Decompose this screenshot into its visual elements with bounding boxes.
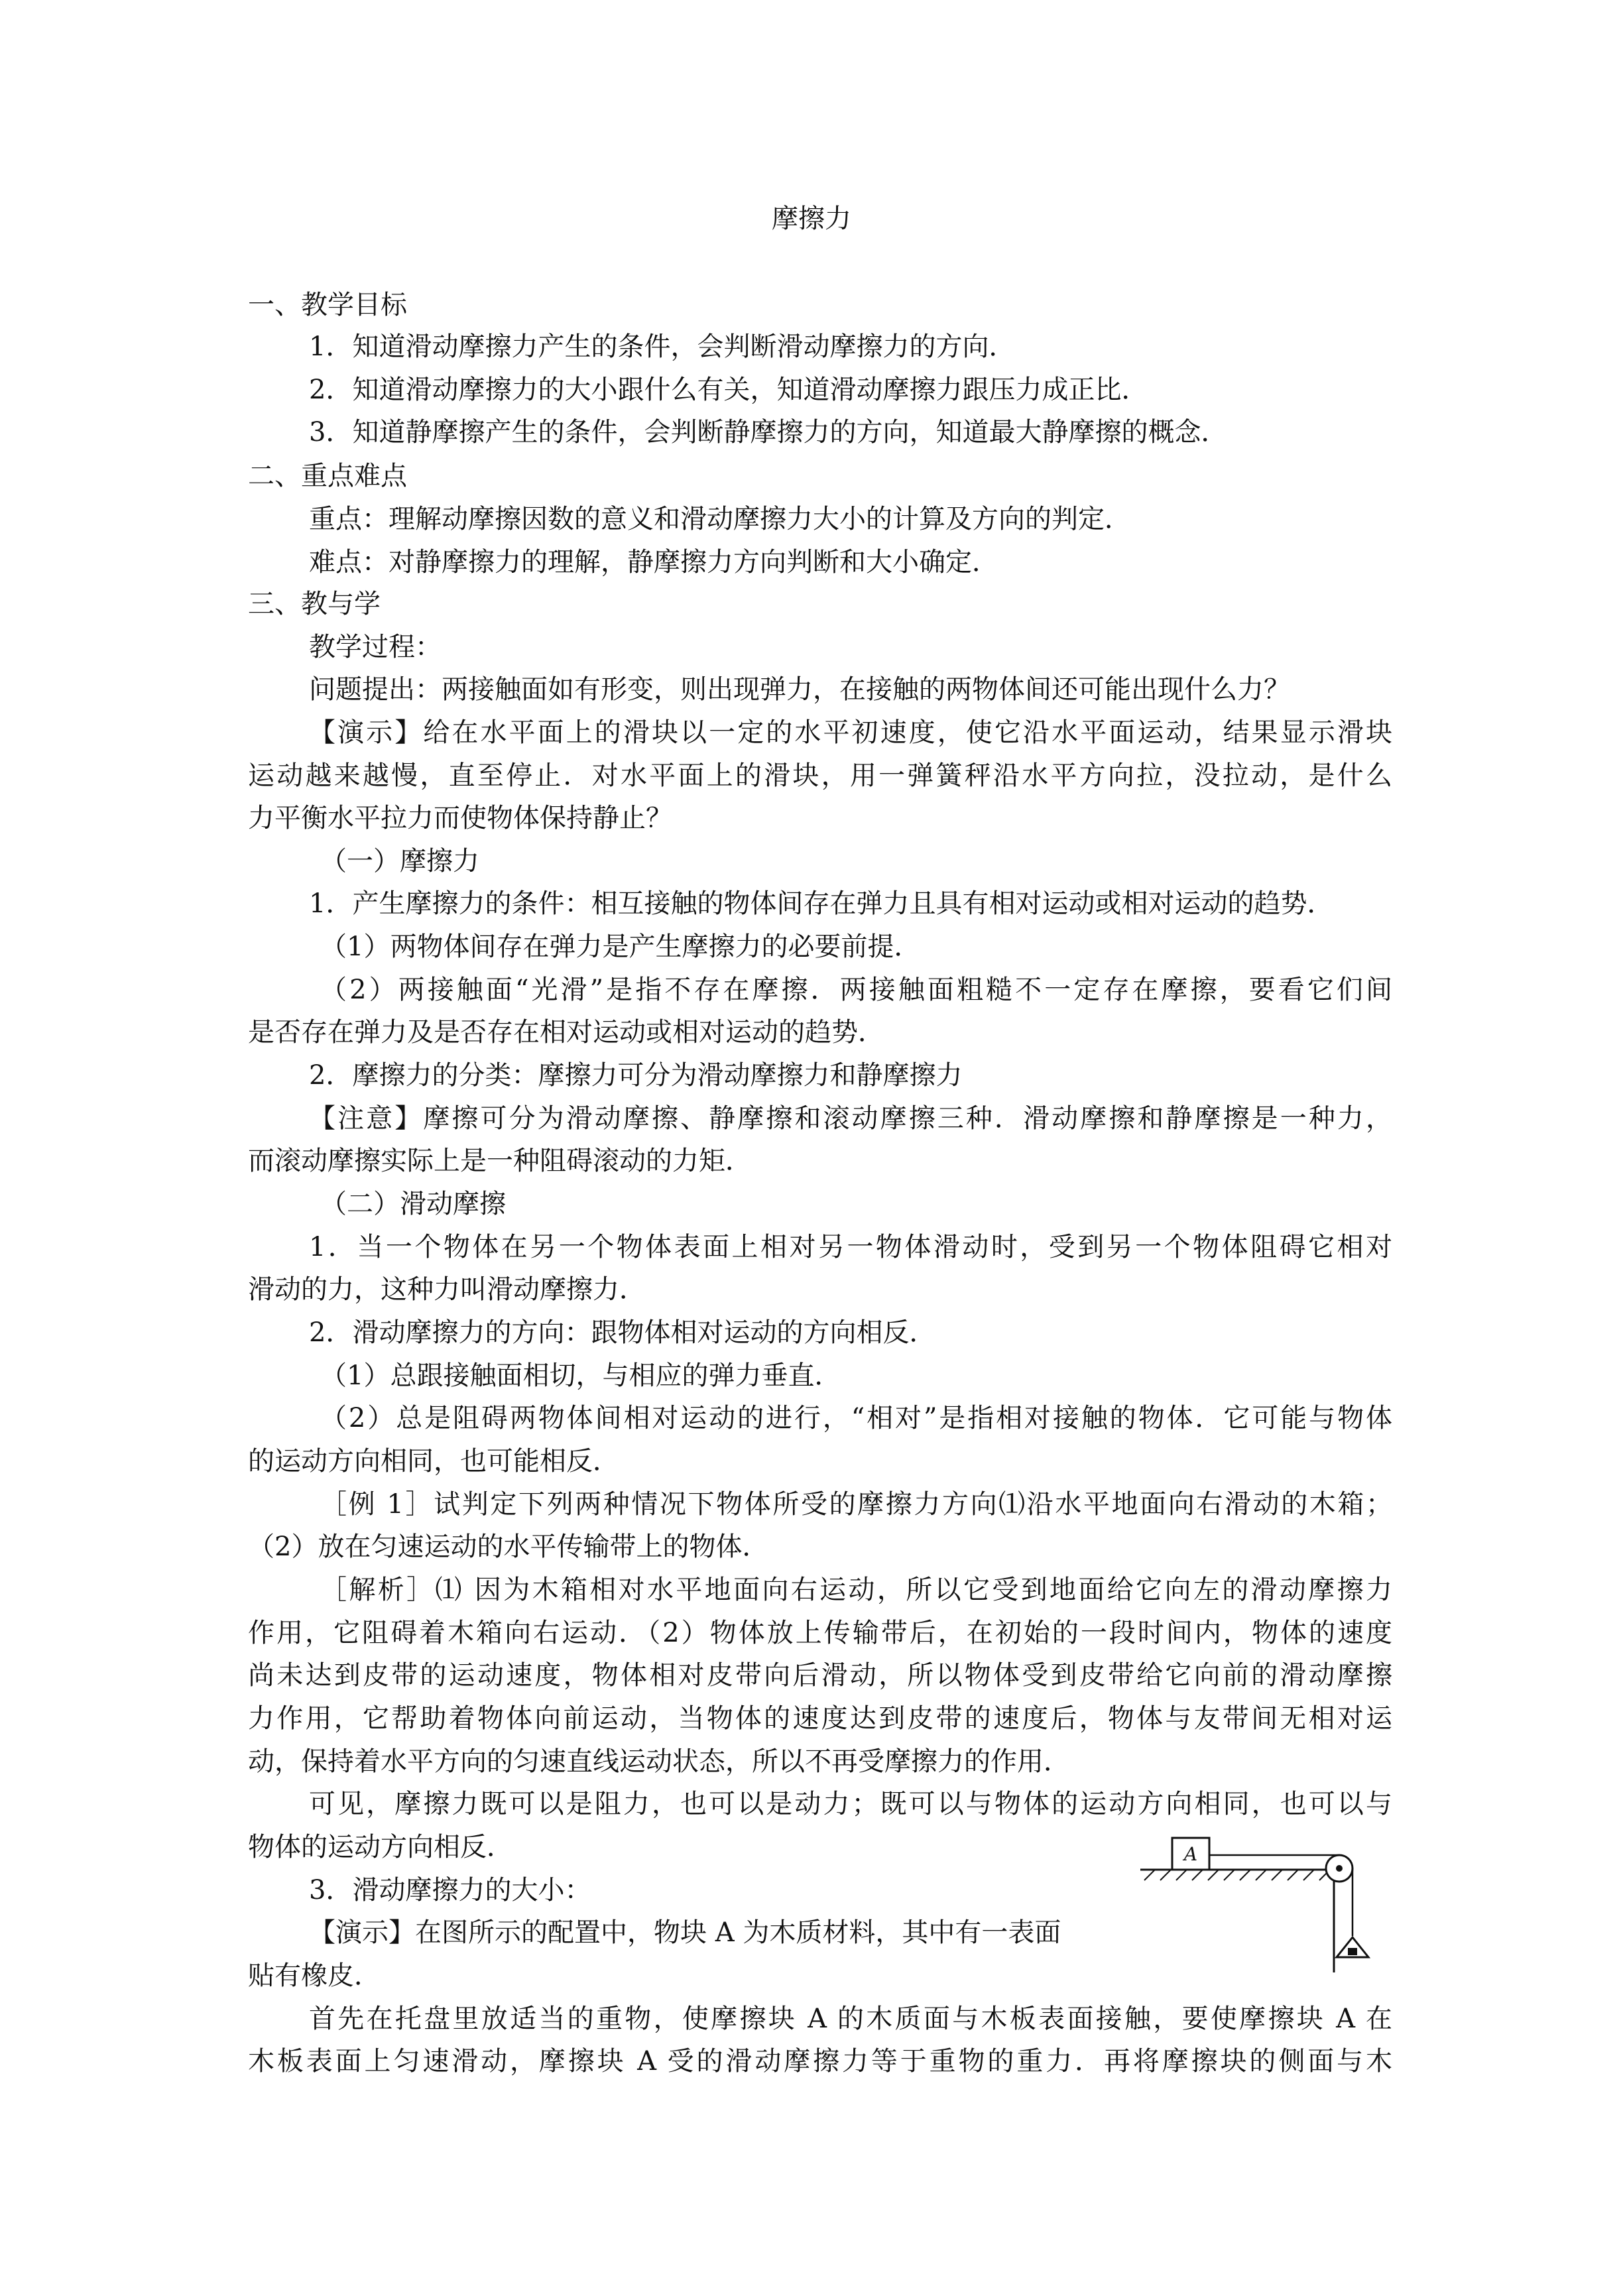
paragraph-line: 是否存在弹力及是否存在相对运动或相对运动的趋势．	[248, 1017, 884, 1048]
paragraph-line: 力平衡水平拉力而使物体保持静止？	[248, 803, 672, 833]
table-hatching	[1144, 1870, 1330, 1880]
paragraph-line: 作用，它阻碍着木箱向右运动．（2）物体放上传输带后，在初始的一段时间内，物体的速度	[248, 1618, 1392, 1648]
block-a-label: A	[1183, 1843, 1198, 1865]
paragraph-line: 动，保持着水平方向的匀速直线运动状态，所以不再受摩擦力的作用．	[248, 1746, 1070, 1777]
paragraph-line: 可见，摩擦力既可以是阻力，也可以是动力；既可以与物体的运动方向相同，也可以与	[309, 1789, 1392, 1819]
pulley-axle	[1336, 1865, 1343, 1872]
subsection-heading: （一）摩擦力	[320, 846, 479, 876]
paragraph-line: （1）总跟接触面相切，与相应的弹力垂直．	[320, 1360, 841, 1391]
paragraph-line: 尚未达到皮带的运动速度，物体相对皮带向后滑动，所以物体受到皮带给它向前的滑动摩擦	[248, 1660, 1392, 1691]
paragraph-line: 运动越来越慢，直至停止．对水平面上的滑块，用一弹簧秤沿水平方向拉，没拉动，是什么	[248, 760, 1392, 791]
paragraph-line: 2．摩擦力的分类：摩擦力可分为滑动摩擦力和静摩擦力	[309, 1060, 963, 1091]
friction-apparatus-figure	[1140, 1823, 1406, 1982]
paragraph-line: 2．知道滑动摩擦力的大小跟什么有关，知道滑动摩擦力跟压力成正比．	[309, 375, 1148, 405]
section-heading-objectives: 一、教学目标	[248, 290, 407, 320]
paragraph-line: （2）两接触面“光滑”是指不存在摩擦．两接触面粗糙不一定存在摩擦，要看它们间	[320, 975, 1392, 1005]
paragraph-line: （1）两物体间存在弹力是产生摩擦力的必要前提．	[320, 932, 921, 962]
paragraph-line: 1．知道滑动摩擦力产生的条件，会判断滑动摩擦力的方向．	[309, 332, 1016, 362]
paragraph-line: 贴有橡皮．	[248, 1961, 381, 1991]
paragraph-line: 【注意】摩擦可分为滑动摩擦、静摩擦和滚动摩擦三种．滑动摩擦和静摩擦是一种力，	[309, 1103, 1392, 1134]
paragraph-line: （2）放在匀速运动的水平传输带上的物体．	[248, 1532, 769, 1562]
page-title: 摩擦力	[772, 204, 851, 234]
weight	[1348, 1948, 1357, 1955]
paragraph-line: 问题提出：两接触面如有形变，则出现弹力，在接触的两物体间还可能出现什么力？	[309, 674, 1290, 705]
paragraph-line: ［解析］⑴ 因为木箱相对水平地面向右运动，所以它受到地面给它向左的滑动摩擦力	[320, 1575, 1392, 1605]
paragraph-line: 物体的运动方向相反．	[248, 1832, 513, 1862]
paragraph-line: 1．产生摩擦力的条件：相互接触的物体间存在弹力且具有相对运动或相对运动的趋势．	[309, 888, 1334, 919]
paragraph-line: 2．滑动摩擦力的方向：跟物体相对运动的方向相反．	[309, 1317, 936, 1348]
paragraph-line: 1．当一个物体在另一个物体表面上相对另一物体滑动时，受到另一个物体阻碍它相对	[309, 1232, 1392, 1262]
section-heading-teaching: 三、教与学	[248, 589, 381, 619]
paragraph-line: 木板表面上匀速滑动，摩擦块 A 受的滑动摩擦力等于重物的重力．再将摩擦块的侧面与木	[248, 2046, 1392, 2077]
paragraph-line: 重点：理解动摩擦因数的意义和滑动摩擦力大小的计算及方向的判定．	[309, 504, 1131, 534]
paragraph-line: ［例 1］试判定下列两种情况下物体所受的摩擦力方向⑴沿水平地面向右滑动的木箱；	[320, 1489, 1392, 1520]
paragraph-line: 滑动的力，这种力叫滑动摩擦力．	[248, 1274, 646, 1305]
paragraph-line: 【演示】在图所示的配置中，物块 A 为木质材料，其中有一表面	[309, 1917, 1061, 1948]
paragraph-line: 教学过程：	[309, 632, 442, 662]
paragraph-line: 3．知道静摩擦产生的条件，会判断静摩擦力的方向，知道最大静摩擦的概念．	[309, 417, 1228, 448]
paragraph-line: 力作用，它帮助着物体向前运动，当物体的速度达到皮带的速度后，物体与友带间无相对运	[248, 1703, 1392, 1734]
paragraph-line: 而滚动摩擦实际上是一种阻碍滚动的力矩．	[248, 1146, 752, 1176]
paragraph-line: 【演示】给在水平面上的滑块以一定的水平初速度，使它沿水平面运动，结果显示滑块	[309, 717, 1392, 748]
paragraph-line: 3．滑动摩擦力的大小：	[309, 1875, 591, 1905]
paragraph-line: 难点：对静摩擦力的理解，静摩擦力方向判断和大小确定．	[309, 547, 998, 577]
subsection-heading: （二）滑动摩擦	[320, 1189, 506, 1219]
paragraph-line: 首先在托盘里放适当的重物，使摩擦块 A 的木质面与木板表面接触，要使摩擦块 A 在	[309, 2004, 1392, 2034]
paragraph-line: （2）总是阻碍两物体间相对运动的进行，“相对”是指相对接触的物体．它可能与物体	[320, 1403, 1392, 1433]
paragraph-line: 的运动方向相同，也可能相反．	[248, 1446, 619, 1477]
section-heading-key-points: 二、重点难点	[248, 461, 407, 491]
